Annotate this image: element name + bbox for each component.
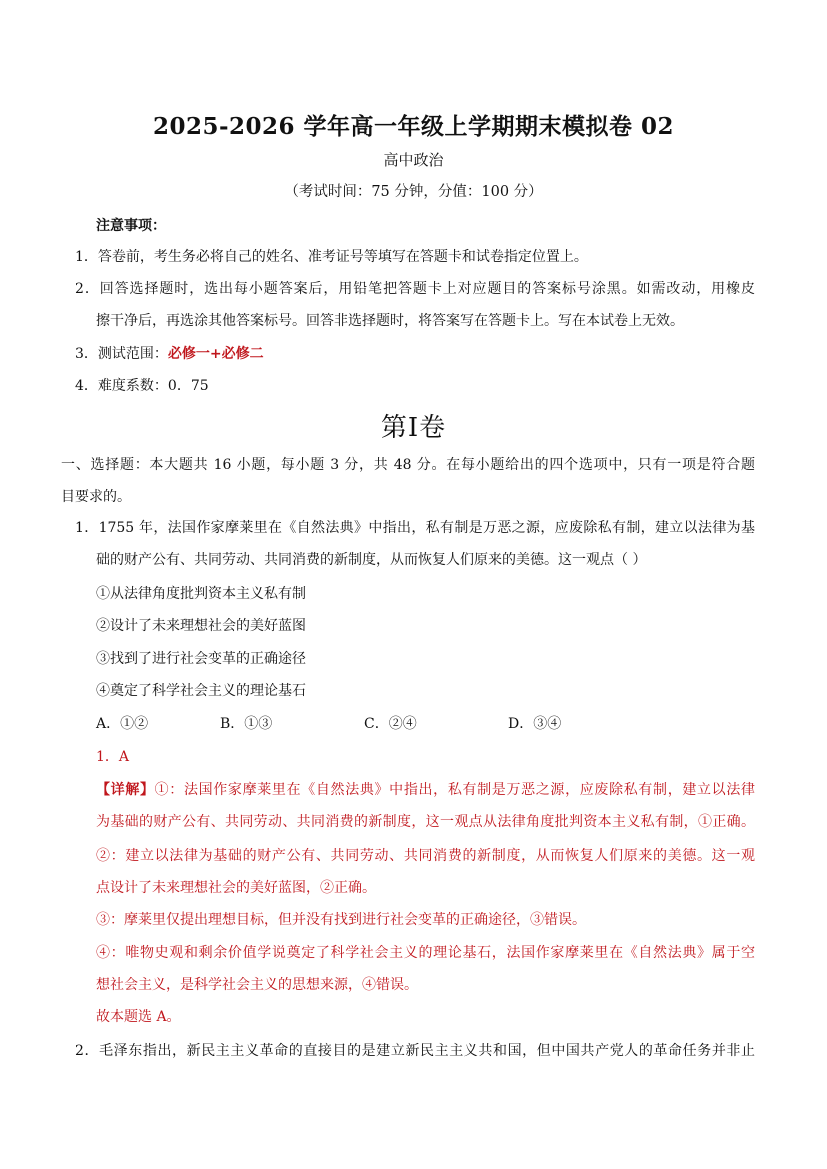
q1-answer: 1．A [96, 749, 130, 765]
q1-stem-line-1: 1．1755 年，法国作家摩莱里在《自然法典》中指出，私有制是万恶之源，应废除私有制，建立以法律为基 [75, 520, 755, 536]
q1-detail-1b: 为基础的财产公有、共同劳动、共同消费的新制度，这一观点从法律角度批判资本主义私有制，①正确。 [96, 814, 755, 830]
q1-detail-4a: ④：唯物史观和剩余价值学说奠定了科学社会主义的理论基石，法国作家摩莱里在《自然法典》属于空 [96, 945, 755, 961]
q1-statement-2: ②设计了未来理想社会的美好蓝图 [96, 618, 306, 634]
note-2-line-2: 擦干净后，再选涂其他答案标号。回答非选择题时，将答案写在答题卡上。写在本试卷上无效。 [96, 313, 684, 329]
note-3-label: 3．测试范围： [75, 346, 168, 362]
section-intro-line-1: 一、选择题：本大题共 16 小题，每小题 3 分，共 48 分。在每小题给出的四个选项中，只有一项是符合题 [61, 457, 755, 473]
note-2-line-1: 2．回答选择题时，选出每小题答案后，用铅笔把答题卡上对应题目的答案标号涂黑。如需改动，用橡皮 [75, 281, 755, 297]
q1-detail-2b: 点设计了未来理想社会的美好蓝图，②正确。 [96, 880, 376, 896]
note-1: 1．答卷前，考生务必将自己的姓名、准考证号等填写在答题卡和试卷指定位置上。 [75, 249, 588, 265]
note-3 [75, 344, 755, 364]
exam-time-score: （考试时间：75 分钟，分值：100 分） [284, 184, 543, 200]
section-intro-line-2: 目要求的。 [61, 489, 131, 505]
section-title: 第I卷 [380, 413, 447, 443]
q1-statement-3: ③找到了进行社会变革的正确途径 [96, 651, 306, 667]
detail-label: 【详解】 [96, 782, 155, 798]
q1-stem-line-2: 础的财产公有、共同劳动、共同消费的新制度，从而恢复人们原来的美德。这一观点（ ） [96, 552, 647, 568]
q2-stem-line-1: 2．毛泽东指出，新民主主义革命的直接目的是建立新民主主义共和国，但中国共产党人的革命任务并非止 [75, 1043, 755, 1059]
note-4: 4．难度系数：0．75 [75, 378, 209, 394]
exam-subject: 高中政治 [383, 151, 444, 169]
q1-detail-1a [96, 780, 755, 800]
notes-heading: 注意事项： [96, 218, 166, 234]
q1-option-d: D．③④ [508, 716, 562, 732]
q1-option-b: B．①③ [220, 716, 273, 732]
q1-option-c: C．②④ [364, 716, 417, 732]
exam-title: 2025-2026 学年高一年级上学期期末模拟卷 02 [152, 113, 675, 140]
q1-detail-4b: 想社会主义，是科学社会主义的思想来源，④错误。 [96, 977, 418, 993]
q1-statement-1: ①从法律角度批判资本主义私有制 [96, 586, 306, 602]
q1-detail-2a: ②：建立以法律为基础的财产公有、共同劳动、共同消费的新制度，从而恢复人们原来的美德。这一观 [96, 848, 755, 864]
q1-option-a: A．①② [96, 716, 149, 732]
test-scope-value: 必修一+必修二 [167, 346, 264, 362]
q1-statement-4: ④奠定了科学社会主义的理论基石 [96, 683, 306, 699]
q1-detail-3: ③：摩莱里仅提出理想目标，但并没有找到进行社会变革的正确途径，③错误。 [96, 912, 586, 928]
detail-1a-text: ①：法国作家摩莱里在《自然法典》中指出，私有制是万恶之源，应废除私有制，建立以法律 [154, 782, 756, 798]
q1-conclusion: 故本题选 A。 [96, 1009, 181, 1025]
